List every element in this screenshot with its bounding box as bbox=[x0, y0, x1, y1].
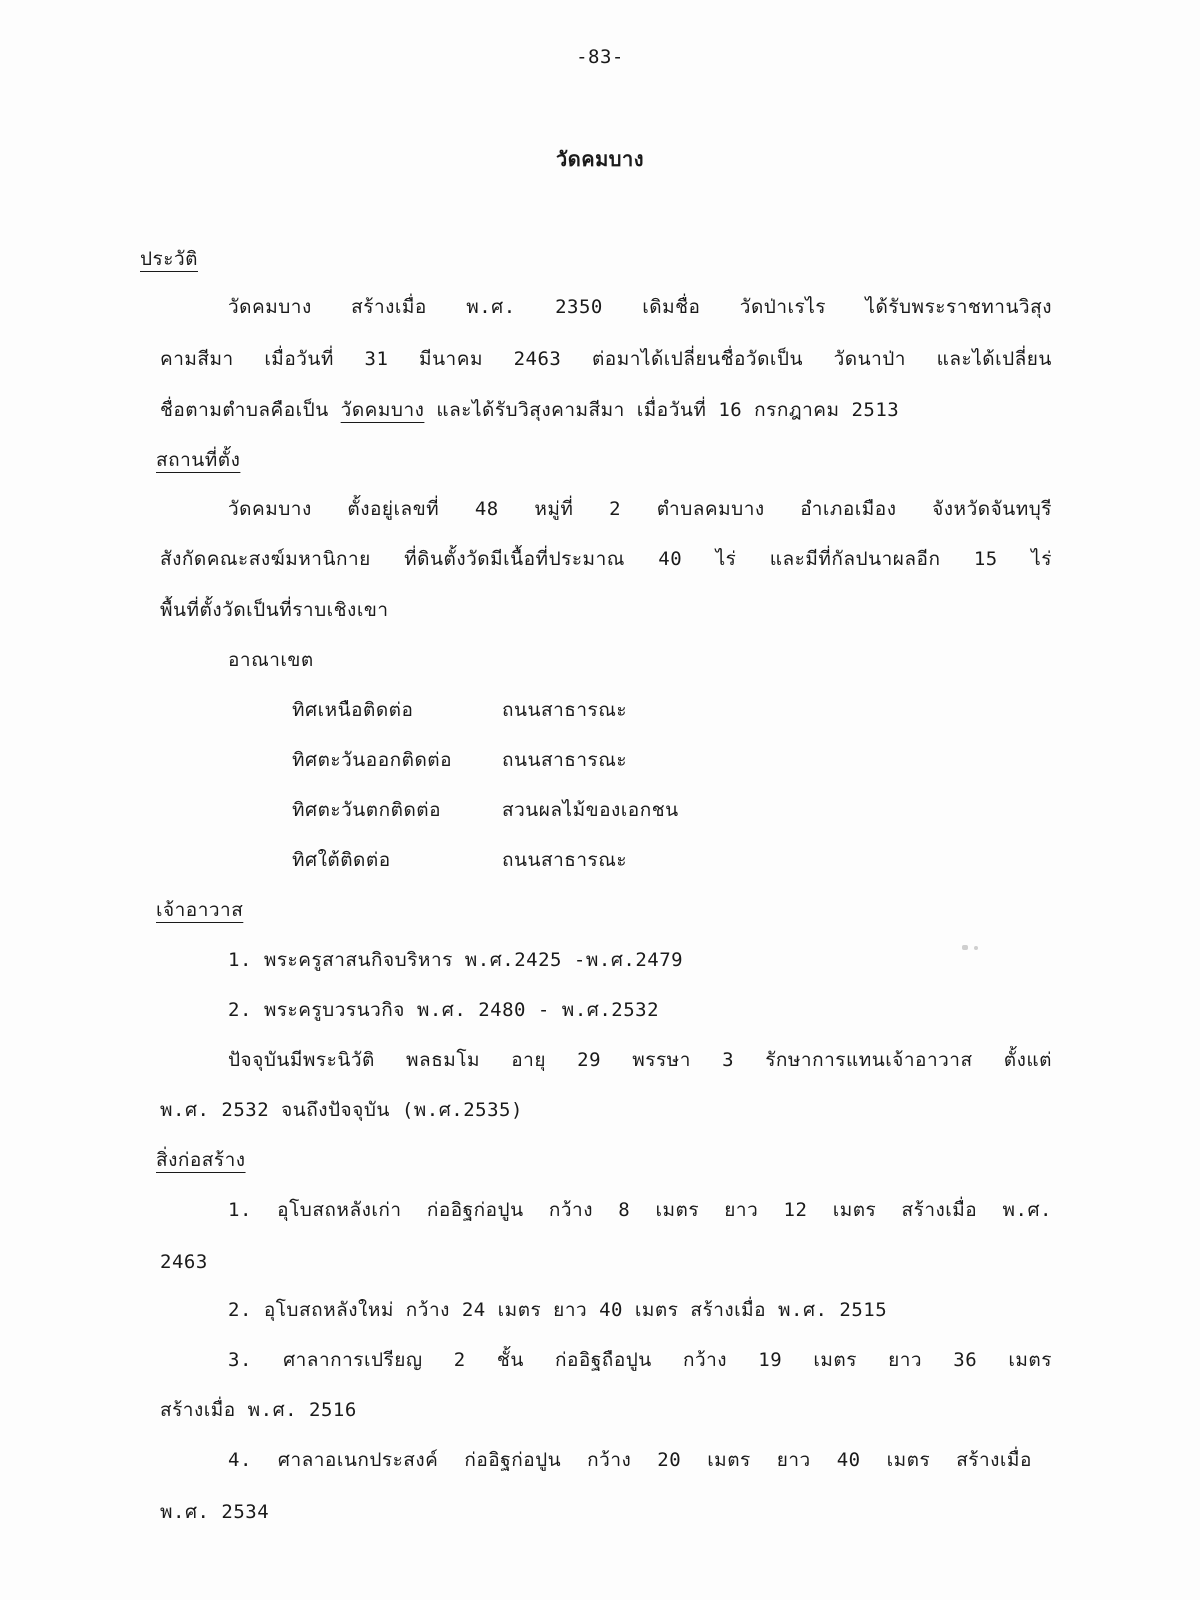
word: เมตร bbox=[832, 1199, 877, 1221]
word: ที่ดินตั้งวัดมีเนื้อที่ประมาณ bbox=[404, 548, 625, 570]
location-heading: สถานที่ตั้ง bbox=[156, 449, 241, 471]
page-title: วัดคมบาง bbox=[556, 147, 644, 171]
word: และมีที่กัลปนาผลอีก bbox=[769, 548, 941, 570]
abbot-item-1: 1. พระครูสาสนกิจบริหาร พ.ศ.2425 -พ.ศ.2479 bbox=[228, 949, 684, 971]
building-item-3-line-1 bbox=[228, 1348, 1052, 1372]
word: 40 bbox=[658, 548, 683, 570]
word: 12 bbox=[783, 1199, 808, 1221]
word: ไร่ bbox=[715, 548, 737, 570]
word: 29 bbox=[577, 1049, 602, 1071]
word: สร้างเมื่อ bbox=[351, 296, 427, 318]
location-line-2 bbox=[160, 547, 1052, 571]
word: อายุ bbox=[511, 1049, 546, 1071]
word: 2 bbox=[453, 1349, 466, 1371]
word: ได้รับพระราชทานวิสุง bbox=[865, 296, 1052, 318]
underlined-temple-name: วัดคมบาง bbox=[340, 399, 425, 421]
word: คามสีมา bbox=[160, 348, 234, 370]
word: 20 bbox=[657, 1449, 682, 1471]
word: ยาว bbox=[724, 1199, 759, 1221]
word: 19 bbox=[758, 1349, 783, 1371]
boundary-label: ทิศตะวันออกติดต่อ bbox=[292, 749, 453, 771]
word: หมู่ที่ bbox=[534, 498, 574, 520]
text-segment: ชื่อตามตำบลคือเป็น bbox=[160, 399, 341, 421]
word: ปัจจุบันมีพระนิวัติ bbox=[228, 1049, 375, 1071]
scan-speck bbox=[962, 945, 968, 950]
text-segment: และได้รับวิสุงคามสีมา เมื่อวันที่ 16 กรกฎาคม 2513 bbox=[424, 399, 900, 421]
word: พลธมโม bbox=[406, 1049, 481, 1071]
word: เมตร bbox=[655, 1199, 700, 1221]
word: อุโบสถหลังเก่า bbox=[277, 1199, 402, 1221]
building-item-3-line-2: สร้างเมื่อ พ.ศ. 2516 bbox=[160, 1399, 357, 1421]
current-abbot-line-2: พ.ศ. 2532 จนถึงปัจจุบัน (พ.ศ.2535) bbox=[160, 1099, 523, 1121]
word: 40 bbox=[836, 1449, 861, 1471]
boundary-value: ถนนสาธารณะ bbox=[502, 849, 628, 871]
boundary-value: ถนนสาธารณะ bbox=[502, 699, 628, 721]
word: มีนาคม bbox=[419, 348, 483, 370]
word: กว้าง bbox=[587, 1449, 632, 1471]
boundary-label: ทิศเหนือติดต่อ bbox=[292, 699, 414, 721]
boundary-value: สวนผลไม้ของเอกชน bbox=[502, 799, 679, 821]
word: เมตร bbox=[813, 1349, 857, 1371]
word: 1. bbox=[228, 1199, 252, 1221]
word: จังหวัดจันทบุรี bbox=[932, 498, 1052, 520]
word: เมตร bbox=[1008, 1349, 1052, 1371]
word: ศาลาอเนกประสงค์ bbox=[277, 1449, 439, 1471]
word: 2350 bbox=[555, 296, 603, 318]
location-line-3: พื้นที่ตั้งวัดเป็นที่ราบเชิงเขา bbox=[160, 599, 389, 621]
scan-speck bbox=[974, 946, 978, 950]
word: ยาว bbox=[776, 1449, 811, 1471]
word: เมตร bbox=[886, 1449, 931, 1471]
abbots-heading: เจ้าอาวาส bbox=[156, 899, 244, 921]
buildings-heading: สิ่งก่อสร้าง bbox=[156, 1149, 246, 1171]
word: ก่ออิฐถือปูน bbox=[555, 1349, 652, 1371]
word: พ.ศ. bbox=[466, 296, 516, 318]
word: วัดคมบาง bbox=[228, 296, 312, 318]
word: สังกัดคณะสงฆ์มหานิกาย bbox=[160, 548, 371, 570]
building-item-4-line-2: พ.ศ. 2534 bbox=[160, 1501, 270, 1523]
word: กว้าง bbox=[682, 1349, 728, 1371]
word: เดิมชื่อ bbox=[642, 296, 701, 318]
word: 8 bbox=[618, 1199, 631, 1221]
word: เมตร bbox=[707, 1449, 751, 1471]
word: ไร่ bbox=[1031, 548, 1052, 570]
history-heading: ประวัติ bbox=[140, 248, 198, 270]
word: 4. bbox=[228, 1449, 252, 1471]
page-number: -83- bbox=[576, 46, 624, 68]
word: 2 bbox=[609, 498, 622, 520]
boundary-value: ถนนสาธารณะ bbox=[502, 749, 628, 771]
word: สร้างเมื่อ bbox=[956, 1449, 1032, 1471]
history-line-3 bbox=[160, 398, 899, 422]
building-item-4-line-1 bbox=[228, 1448, 1032, 1472]
word: 36 bbox=[953, 1349, 978, 1371]
word: ตั้งแต่ bbox=[1003, 1049, 1052, 1071]
word: 3 bbox=[722, 1049, 735, 1071]
word: 15 bbox=[973, 548, 998, 570]
building-item-1-line-1 bbox=[228, 1198, 1052, 1222]
word: พ.ศ. bbox=[1002, 1199, 1052, 1221]
word: สร้างเมื่อ bbox=[901, 1199, 978, 1221]
abbot-item-2: 2. พระครูบวรนวกิจ พ.ศ. 2480 - พ.ศ.2532 bbox=[228, 999, 660, 1021]
word: วัดคมบาง bbox=[228, 498, 312, 520]
location-line-1 bbox=[228, 497, 1052, 521]
history-line-2 bbox=[160, 347, 1052, 371]
building-item-2: 2. อุโบสถหลังใหม่ กว้าง 24 เมตร ยาว 40 เมตร สร้างเมื่อ พ.ศ. 2515 bbox=[228, 1299, 888, 1321]
word: 2463 bbox=[513, 348, 562, 370]
word: ต่อมาได้เปลี่ยนชื่อวัดเป็น bbox=[591, 348, 803, 370]
word: รักษาการแทนเจ้าอาวาส bbox=[765, 1049, 973, 1071]
word: ก่ออิฐก่อปูน bbox=[464, 1449, 562, 1471]
word: พรรษา bbox=[632, 1049, 691, 1071]
current-abbot-line-1 bbox=[228, 1048, 1052, 1072]
word: กว้าง bbox=[548, 1199, 593, 1221]
word: วัดป่าเรไร bbox=[739, 296, 826, 318]
building-item-1-line-2: 2463 bbox=[160, 1251, 208, 1273]
word: ชั้น bbox=[496, 1349, 524, 1371]
word: และได้เปลี่ยน bbox=[936, 348, 1052, 370]
boundary-label: ทิศตะวันตกติดต่อ bbox=[292, 799, 442, 821]
word: เมื่อวันที่ bbox=[264, 348, 334, 370]
boundary-label: ทิศใต้ติดต่อ bbox=[292, 849, 391, 871]
word: ยาว bbox=[888, 1349, 923, 1371]
word: 3. bbox=[228, 1349, 252, 1371]
word: 48 bbox=[474, 498, 499, 520]
word: วัดนาป่า bbox=[833, 348, 906, 370]
boundary-heading: อาณาเขต bbox=[228, 649, 314, 671]
history-line-1 bbox=[228, 295, 1052, 319]
word: ตั้งอยู่เลขที่ bbox=[347, 498, 440, 520]
word: ก่ออิฐก่อปูน bbox=[426, 1199, 524, 1221]
word: อำเภอเมือง bbox=[800, 498, 897, 520]
word: 31 bbox=[364, 348, 389, 370]
word: ศาลาการเปรียญ bbox=[283, 1349, 423, 1371]
word: ตำบลคมบาง bbox=[656, 498, 765, 520]
